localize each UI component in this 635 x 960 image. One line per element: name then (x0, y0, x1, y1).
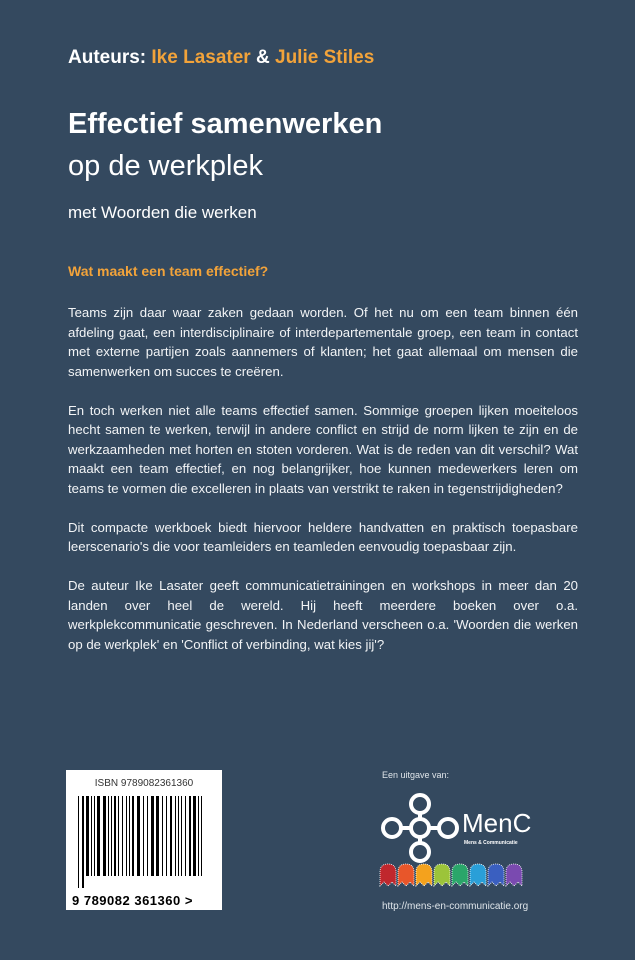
menc-molecule-icon (378, 790, 462, 866)
authors-line (68, 47, 374, 69)
barcode-bar (151, 796, 154, 876)
barcode-bar (162, 796, 163, 876)
paragraph: Teams zijn daar waar zaken gedaan worden. Of het nu om een team binnen één afdeling gaat, een interdisciplinaire of interdepartementale groep, een team in contact met externe partijen zoals aannemers of klanten; het gaat allemaal om mensen die samenwerken om succes te creëren. (68, 305, 578, 379)
barcode-bar (103, 796, 106, 876)
barcode-bar (114, 796, 116, 876)
ghost-figure (452, 864, 468, 886)
barcode-bar (129, 796, 130, 876)
barcode-bar (170, 796, 172, 876)
barcode-bar (137, 796, 140, 876)
barcode-bar (94, 796, 95, 876)
paragraph: Dit compacte werkboek biedt hiervoor heldere handvatten en praktisch toepasbare leerscenario's die voor teamleiders en teamleden eenvoudig toepasbaar zijn. (68, 519, 578, 554)
barcode-bar (201, 796, 202, 876)
title-line-1: Effectief samenwerken (68, 108, 383, 140)
barcode-bar (82, 796, 84, 888)
section-heading: Wat maakt een team effectief? (68, 263, 269, 279)
barcode-bar (189, 796, 191, 876)
barcode-box (66, 770, 222, 910)
barcode-bar (126, 796, 127, 876)
ghost-figure (470, 864, 486, 886)
isbn-label: ISBN 9789082361360 (94, 778, 194, 789)
barcode-bar (132, 796, 134, 876)
barcode-bar (78, 796, 79, 888)
authors-ampersand: & (255, 47, 270, 68)
ghost-figure (488, 864, 504, 886)
author-2: Julie Stiles (275, 47, 375, 68)
blurb (68, 303, 578, 674)
ghost-figure (506, 864, 522, 886)
barcode-bar (143, 796, 144, 876)
publisher-logo-subtext: Mens & Communicatie (464, 840, 518, 846)
ghost-figure (380, 864, 396, 886)
barcode-bar (108, 796, 109, 876)
barcode-bar (147, 796, 148, 876)
ghost-figure (416, 864, 432, 886)
colored-figures-icon (378, 862, 530, 888)
barcode-bar (175, 796, 176, 876)
barcode-bar (91, 796, 92, 876)
barcode-number: 9 789082 361360 > (72, 893, 193, 908)
barcode-bar (193, 796, 196, 876)
publisher-label: Een uitgave van: (382, 770, 450, 780)
barcode-bars (78, 796, 204, 888)
paragraph: De auteur Ike Lasater geeft communicatietrainingen en workshops in meer dan 20 landen over heel de wereld. Hij heeft meerdere boeken over o.a. werkplekcommunicatie geschreven. In Nederland verscheen o.a. 'Woorden die werken op de werkplek' en 'Conflict of verbinding, wat kies jij'? (68, 578, 578, 652)
ghost-figure (398, 864, 414, 886)
barcode-bar (198, 796, 199, 876)
paragraph: En toch werken niet alle teams effectief samen. Sommige groepen lijken moeiteloos hecht samen te werken, terwijl in andere conflict en strijd de norm lijken te zijn en de werkzaamheden met horten en stoten vorderen. Wat is de reden van dit verschil? Wat maakt een team effectief, en nog belangrijker, hoe kunnen medewerkers leren om teams te vormen die excelleren in plaats van verstrikt te raken in tegenstrijdigheden? (68, 402, 578, 496)
barcode-bar (166, 796, 167, 876)
barcode-bar (156, 796, 159, 876)
barcode-bar (181, 796, 182, 876)
barcode-bar (178, 796, 179, 876)
barcode-bar (185, 796, 186, 876)
publisher-logo-text: MenC (462, 808, 532, 838)
authors-label: Auteurs: (68, 47, 147, 68)
barcode-bar (122, 796, 123, 876)
subtitle: met Woorden die werken (68, 203, 257, 222)
barcode-bar (118, 796, 119, 876)
publisher-url[interactable]: http://mens-en-communicatie.org (382, 901, 529, 912)
barcode-bar (97, 796, 100, 876)
barcode-bar (86, 796, 89, 876)
title-line-2: op de werkplek (68, 150, 264, 182)
author-1: Ike Lasater (151, 47, 251, 68)
ghost-figure (434, 864, 450, 886)
barcode-bar (111, 796, 112, 876)
